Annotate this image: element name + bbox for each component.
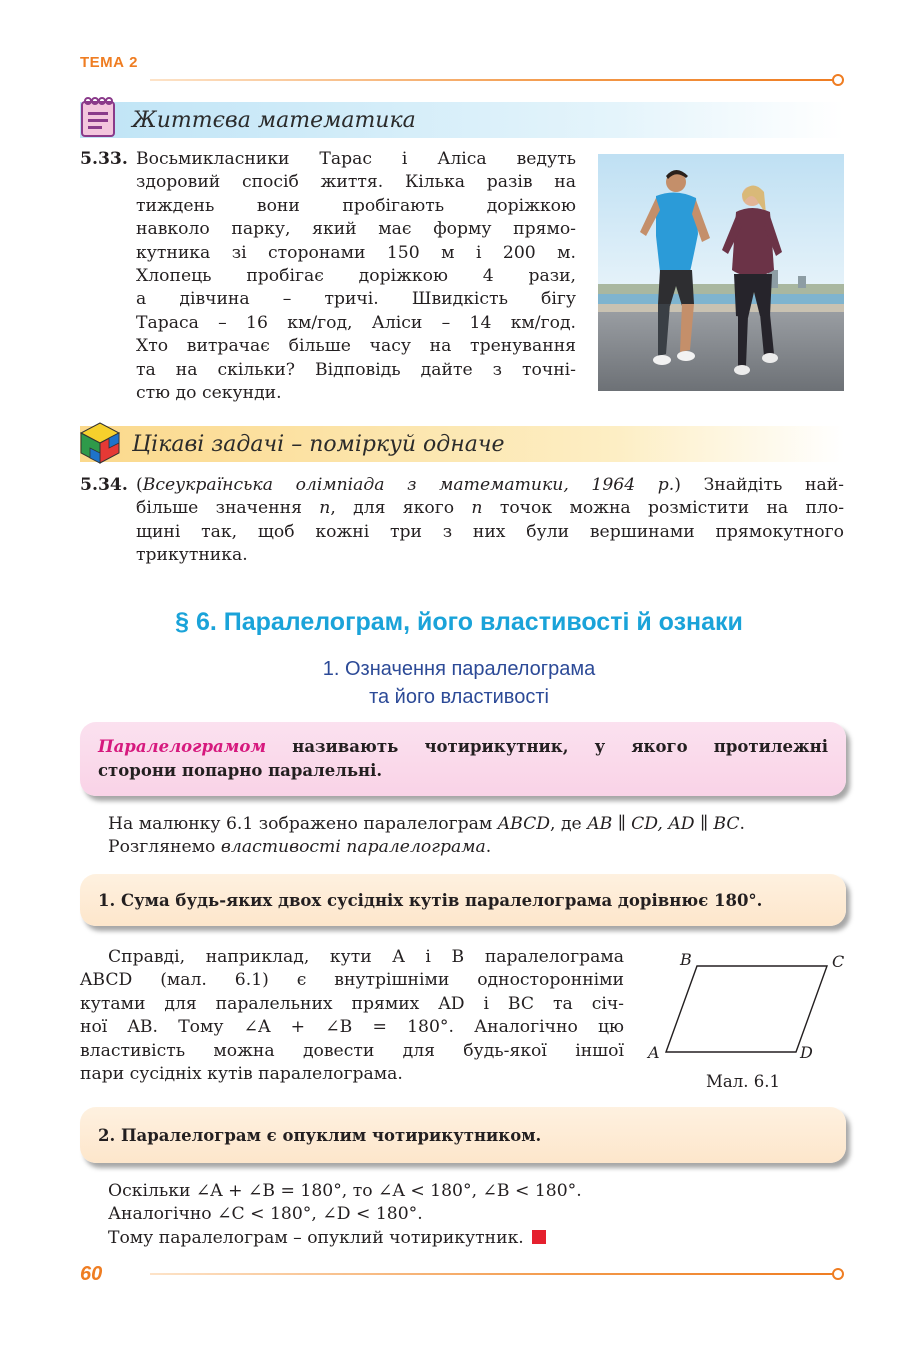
runners-photo [598, 154, 844, 391]
property-1-proof [80, 946, 624, 1086]
problem-534-line: щині так, щоб кожні три з них були вершинами прямокутного [136, 521, 844, 542]
proof-line: Тому паралелограм – опуклий чотирикутник. [108, 1227, 848, 1250]
problem-533-line: тиждень вони пробігають доріжкою [136, 195, 576, 216]
proof-line: ABCD (мал. 6.1) є внутрішніми односторонніми [80, 970, 624, 991]
topic-label: ТЕМА 2 [80, 54, 139, 71]
definition-line: сторони попарно паралельні. [98, 761, 383, 780]
intro-paragraph [108, 813, 848, 860]
property-1-box [80, 874, 846, 926]
figure-caption: Мал. 6.1 [706, 1072, 780, 1091]
problem-533-line: Хто витрачає більше часу на тренування [136, 336, 576, 357]
header-rule [150, 79, 834, 81]
problem-534-text [136, 474, 844, 568]
header-rule-end-circle [832, 74, 844, 86]
problem-533-line: Хлопець пробігає доріжкою 4 рази, [136, 266, 576, 287]
property-2-box [80, 1107, 846, 1163]
footer-rule-end-circle [832, 1268, 844, 1280]
interesting-banner-title: Цікаві задачі – поміркуй одначе [132, 431, 505, 457]
vertex-label-D: D [800, 1043, 813, 1062]
property-1-statement: 1. Сума будь-яких двох сусідніх кутів паралелограма дорівнює 180°. [98, 890, 763, 910]
vertex-label-C: C [832, 952, 845, 971]
problem-533-line: навколо парку, який має форму прямо- [136, 219, 576, 240]
life-math-banner [80, 102, 844, 138]
intro-line: Розглянемо властивості паралелограма. [108, 837, 492, 858]
proof-line: Справді, наприклад, кути A і B паралелограма [108, 947, 624, 967]
footer-rule [150, 1273, 834, 1275]
life-math-banner-title: Життєва математика [132, 107, 416, 133]
section-subtitle: 1. Означення паралелограма та його властивості [322, 658, 596, 708]
problem-534-line: більше значення n, для якого n точок можна розмістити на пло- [136, 498, 845, 519]
olympiad-source: Всеукраїнська олімпіада з математики, 1964 р. [142, 475, 675, 495]
problem-533-line: здоровий спосіб життя. Кілька разів на [136, 172, 576, 193]
problem-533-line: кутника зі сторонами 150 м і 200 м. [136, 242, 576, 263]
notepad-icon [80, 96, 118, 138]
end-of-proof-square-icon [532, 1230, 546, 1244]
proof-line: Аналогічно ∠C < 180°, ∠D < 180°. [108, 1204, 423, 1225]
proof-line: кутами для паралельних прямих AD і BC та січ- [80, 993, 624, 1014]
problem-533-line: Тараса – 16 км/год, Аліси – 14 км/год. [136, 312, 576, 333]
intro-line: На малюнку 6.1 зображено паралелограм ABCD, де AB ∥ CD, AD ∥ BC. [108, 814, 745, 834]
parallelogram-shape [666, 966, 827, 1052]
section-title: § 6. Паралелограм, його властивості й ознаки [175, 608, 743, 636]
problem-533-line: стю до секунди. [136, 383, 282, 404]
interesting-banner [80, 426, 844, 462]
proof-line: властивість можна довести для будь-якої іншої [80, 1040, 624, 1061]
puzzle-cube-icon [78, 421, 122, 465]
problem-534-line: (Всеукраїнська олімпіада з математики, 1964 р.) Знайдіть най- [136, 475, 844, 495]
definition-line: Паралелограмом називають чотирикутник, у якого протилежні [98, 737, 828, 756]
problem-533-line: а дівчина – тричі. Швидкість бігу [136, 289, 576, 310]
problem-533-line: та на скільки? Відповідь дайте з точні- [136, 359, 576, 380]
problem-534-number: 5.34. [80, 475, 128, 495]
proof-line: пари сусідніх кутів паралелограма. [80, 1064, 403, 1085]
page-number: 60 [80, 1263, 103, 1285]
parallelogram-figure [640, 946, 850, 1066]
problem-533-number: 5.33. [80, 149, 128, 169]
problem-533-text [136, 148, 576, 405]
vertex-label-B: B [680, 950, 692, 969]
property-2-statement: 2. Паралелограм є опуклим чотирикутником. [98, 1125, 542, 1145]
definition-term: Паралелограмом [98, 737, 267, 756]
proof-line: ної AB. Тому ∠A + ∠B = 180°. Аналогічно цю [80, 1017, 624, 1038]
property-2-proof [108, 1180, 848, 1250]
problem-533-line: Восьмикласники Тарас і Аліса ведуть [136, 149, 576, 169]
definition-box [80, 722, 846, 796]
proof-line: Оскільки ∠A + ∠B = 180°, то ∠A < 180°, ∠B < 180°. [108, 1181, 582, 1201]
vertex-label-A: A [648, 1043, 660, 1062]
problem-534-line: трикутника. [136, 545, 248, 566]
